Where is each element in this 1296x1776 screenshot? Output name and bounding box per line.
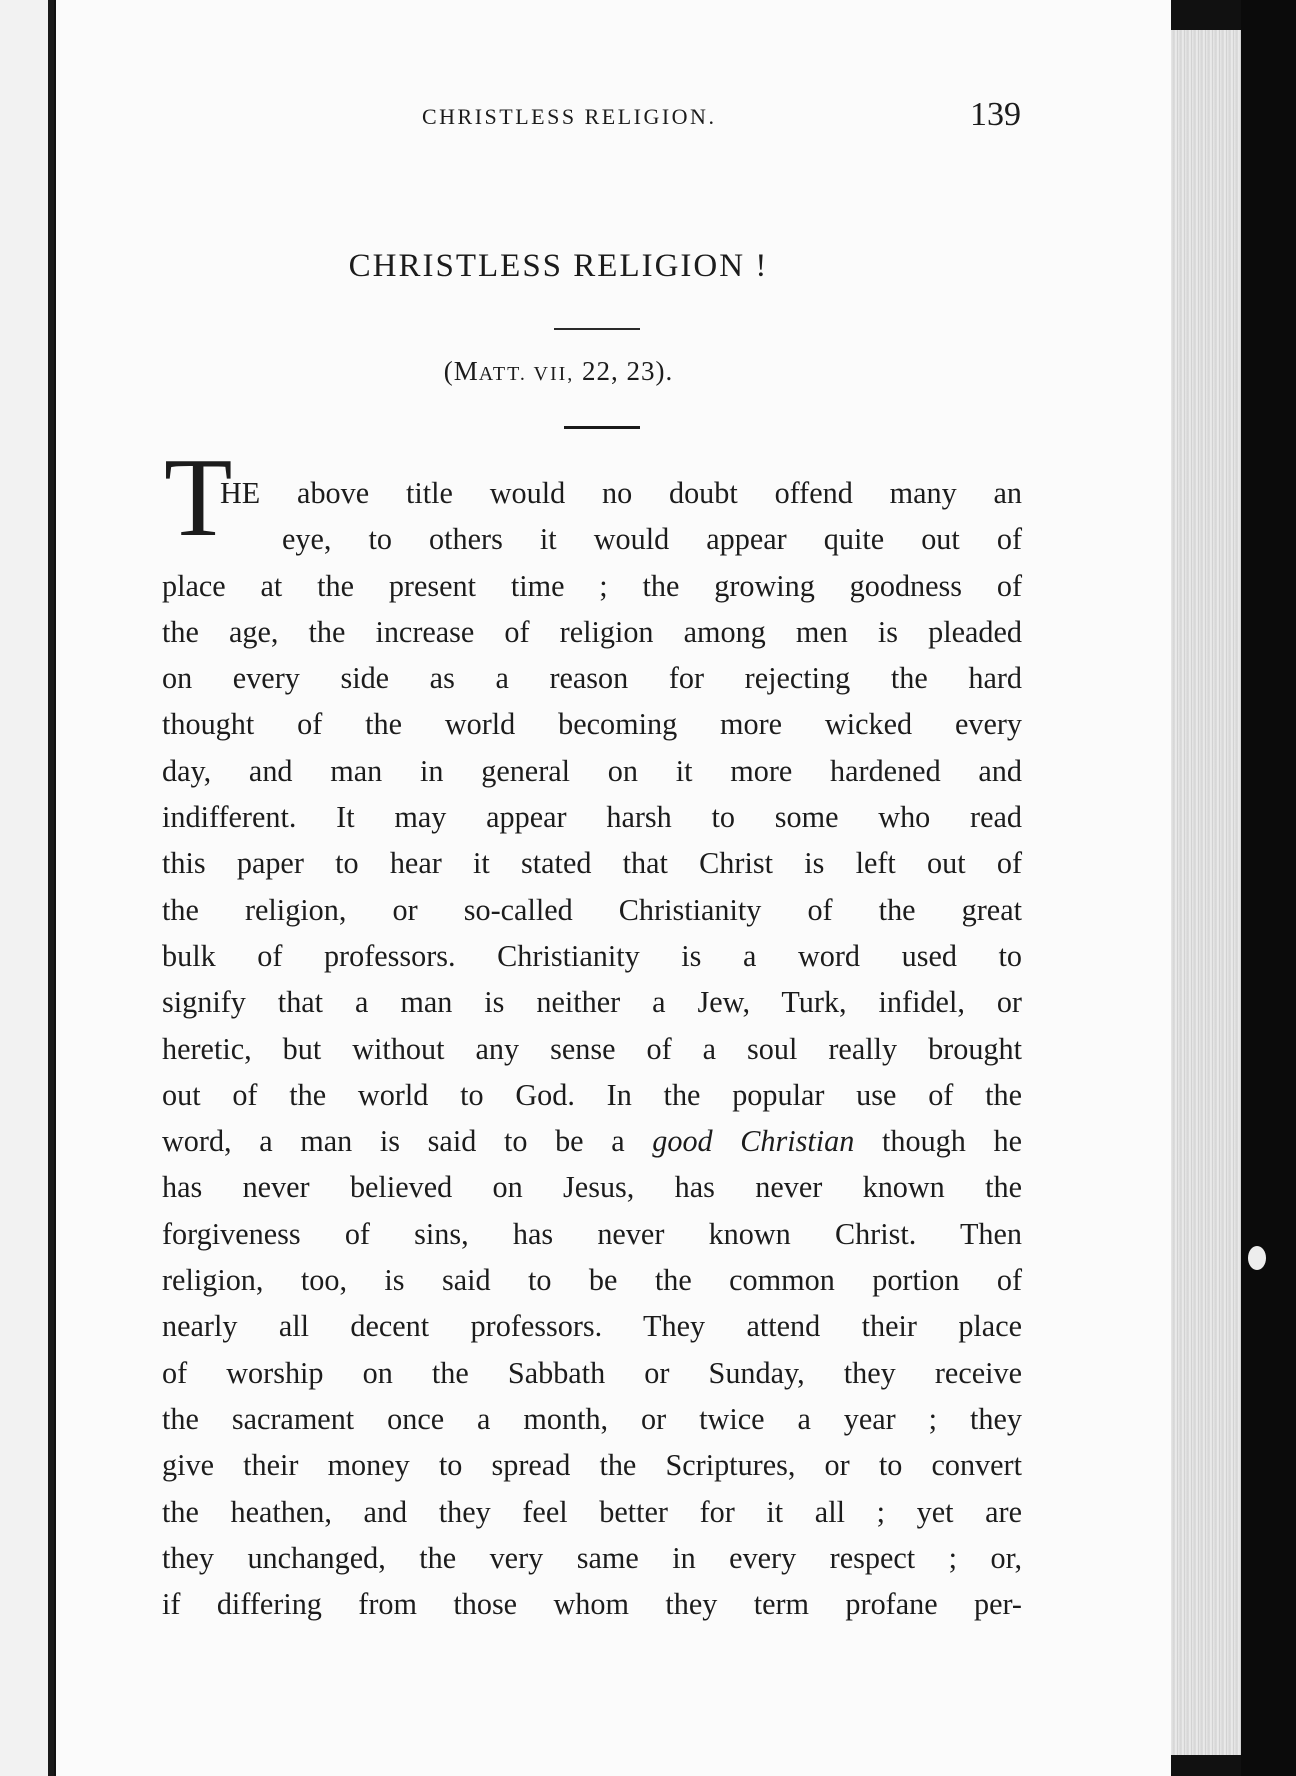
previous-page-edge — [0, 0, 54, 1776]
reference-smallcaps: ATT. VII, — [478, 363, 575, 385]
text-line-with-italic — [162, 1118, 1022, 1164]
italic-phrase: good Christian — [652, 1124, 855, 1159]
scripture-reference — [96, 356, 1021, 387]
running-title: CHRISTLESS RELIGION. — [422, 104, 717, 129]
text-line: out of the world to God. In the popular use of the — [162, 1077, 1022, 1112]
text-line: HE above title would no doubt offend many an — [220, 476, 1022, 510]
text-line: nearly all decent professors. They attend their place — [162, 1309, 1022, 1344]
text-line: day, and man in general on it more hardened and — [162, 753, 1022, 788]
text-line: has never believed on Jesus, has never known the — [162, 1170, 1022, 1205]
text-line: of worship on the Sabbath or Sunday, they receive — [162, 1355, 1022, 1390]
section-rule — [564, 426, 640, 429]
ornament-rule — [554, 328, 640, 330]
text-line: religion, too, is said to be the common portion of — [162, 1263, 1022, 1298]
line-start: word, a man is said to be a — [162, 1124, 653, 1159]
text-line: thought of the world becoming more wicked every — [162, 707, 1022, 742]
text-line: signify that a man is neither a Jew, Turk, infidel, or — [162, 985, 1022, 1020]
text-line: if differing from those whom they term profane per- — [162, 1587, 1022, 1622]
text-line: on every side as a reason for rejecting the hard — [162, 661, 1022, 696]
reference-open: (M — [443, 356, 479, 386]
running-head — [96, 96, 1021, 140]
page-stack-edge — [1171, 30, 1241, 1755]
text-line: place at the present time ; the growing goodness of — [162, 568, 1022, 603]
reference-rest: 22, 23). — [574, 356, 674, 386]
text-line: indifferent. It may appear harsh to some who read — [162, 800, 1022, 835]
text-line: heretic, but without any sense of a soul really brought — [162, 1031, 1022, 1066]
line-end: though he — [854, 1124, 1022, 1159]
text-line: the sacrament once a month, or twice a year ; they — [162, 1401, 1022, 1436]
text-line: the age, the increase of religion among men is pleaded — [162, 614, 1022, 649]
chapter-title: CHRISTLESS RELIGION ! — [348, 248, 769, 284]
text-line: give their money to spread the Scriptures, or to convert — [162, 1448, 1022, 1483]
text-line: they unchanged, the very same in every respect ; or, — [162, 1540, 1022, 1575]
page-number: 139 — [970, 96, 1021, 133]
text-line: bulk of professors. Christianity is a word used to — [162, 938, 1022, 973]
text-line: forgiveness of sins, has never known Christ. Then — [162, 1216, 1022, 1251]
text-line: this paper to hear it stated that Christ is left out of — [162, 846, 1022, 881]
scan-border — [1241, 0, 1296, 1776]
text-line: eye, to others it would appear quite out of — [282, 522, 1022, 557]
body-paragraph — [162, 470, 1022, 1627]
text-line: the religion, or so-called Christianity of the great — [162, 892, 1022, 927]
drop-cap: T — [164, 436, 233, 560]
scan-spot — [1248, 1246, 1266, 1270]
text-line: the heathen, and they feel better for it all ; yet are — [162, 1494, 1022, 1529]
